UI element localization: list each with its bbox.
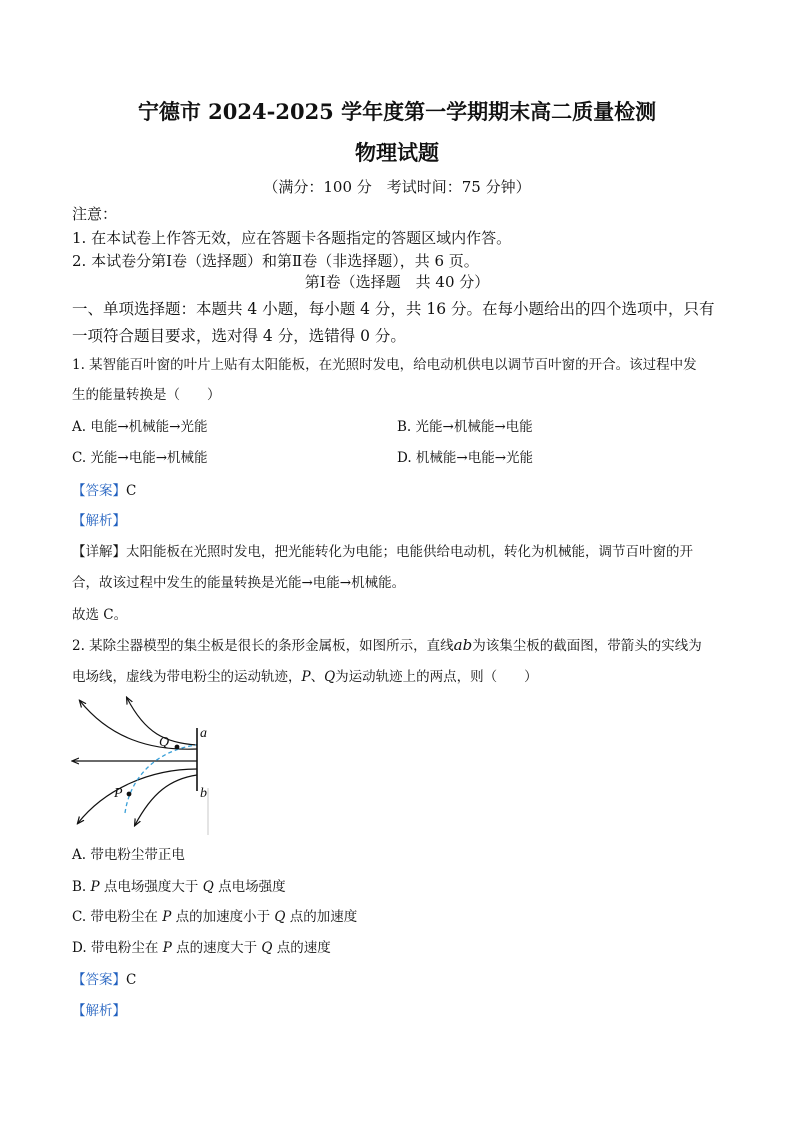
dust-trajectory [125, 745, 196, 813]
field-line-diagram [70, 693, 212, 835]
notes-label: 注意： [72, 205, 118, 223]
q1-conclusion: 故选 C。 [72, 607, 128, 623]
q2-answer-tag: 【答案】 [72, 972, 126, 988]
label-a: a [200, 726, 207, 741]
q1-detail-line1 [72, 540, 693, 560]
q2-option-c [72, 905, 357, 925]
q2-stem-sep: 、 [310, 669, 325, 685]
q2-stem-p: P [301, 669, 311, 685]
q2-option-c-pre: C. 带电粉尘在 [72, 909, 163, 925]
q2-option-b [72, 875, 286, 895]
section-heading: 第Ⅰ卷（选择题 共 40 分） [304, 273, 490, 291]
q2-option-b-p: P [90, 879, 100, 895]
q2-stem-text-a: 2. 某除尘器模型的集尘板是很长的条形金属板，如图所示，直线 [72, 638, 454, 654]
q1-option-c: C. 光能→电能→机械能 [72, 450, 208, 466]
q1-answer-tag: 【答案】 [72, 483, 126, 499]
label-p: P [114, 786, 123, 801]
q1-answer [72, 479, 136, 499]
q2-stem-line2 [72, 665, 538, 685]
q2-stem-line1 [72, 634, 702, 654]
section-instruction-line2: 一项符合题目要求，选对得 4 分，选错得 0 分。 [72, 327, 406, 345]
field-line-2 [80, 701, 197, 749]
point-q-dot [175, 745, 180, 750]
q2-stem-text-b: 为该集尘板的截面图，带箭头的实线为 [472, 638, 702, 654]
q2-option-d-post: 点的速度 [272, 940, 331, 956]
label-b: b [200, 786, 207, 801]
q2-answer [72, 968, 136, 988]
q2-option-b-post: 点电场强度 [213, 879, 286, 895]
q2-option-d-q: Q [261, 940, 273, 956]
note-item-1: 1. 在本试卷上作答无效，应在答题卡各题指定的答题区域内作答。 [72, 229, 512, 247]
q1-answer-value: C [126, 483, 137, 499]
q1-option-a: A. 电能→机械能→光能 [72, 419, 208, 435]
q2-option-d [72, 936, 331, 956]
q2-option-c-q: Q [274, 909, 286, 925]
q2-option-c-p: P [162, 909, 172, 925]
q1-option-d: D. 机械能→电能→光能 [397, 450, 534, 466]
q2-analysis-tag: 【解析】 [72, 1003, 126, 1019]
q2-stem-ab: ab [453, 636, 473, 654]
q1-stem-line2: 生的能量转换是（ ） [72, 387, 221, 403]
point-p-dot [127, 792, 132, 797]
q1-option-b: B. 光能→机械能→电能 [397, 419, 533, 435]
q1-detail-tag: 【详解】 [72, 544, 126, 560]
page-title: 宁德市 2024-2025 学年度第一学期期末高二质量检测 [137, 99, 657, 124]
q2-option-d-mid: 点的速度大于 [171, 940, 262, 956]
field-line-4 [78, 769, 197, 823]
note-item-2: 2. 本试卷分第Ⅰ卷（选择题）和第Ⅱ卷（非选择题），共 6 页。 [72, 252, 479, 270]
section-instruction-line1: 一、单项选择题：本题共 4 小题，每小题 4 分，共 16 分。在每小题给出的四个选项中，只有 [72, 300, 715, 318]
q1-detail-text1: 太阳能板在光照时发电，把光能转化为电能；电能供给电动机，转化为机械能，调节百叶窗的开 [126, 544, 693, 560]
label-q: Q [159, 735, 170, 750]
q2-option-c-post: 点的加速度 [285, 909, 358, 925]
q2-answer-value: C [126, 972, 137, 988]
page-subtitle: 物理试题 [355, 140, 439, 165]
q2-option-d-pre: D. 带电粉尘在 [72, 940, 163, 956]
q1-analysis-tag: 【解析】 [72, 513, 126, 529]
q2-option-b-pre: B. [72, 879, 91, 895]
q2-option-a: A. 带电粉尘带正电 [72, 847, 185, 863]
field-line-5 [135, 775, 197, 825]
q2-option-c-mid: 点的加速度小于 [171, 909, 275, 925]
q2-option-d-p: P [162, 940, 172, 956]
q1-detail-line2: 合，故该过程中发生的能量转换是光能→电能→机械能。 [72, 575, 406, 591]
exam-info: （满分：100 分 考试时间：75 分钟） [263, 178, 531, 196]
q2-stem-text-d: 为运动轨迹上的两点，则（ ） [335, 669, 538, 685]
q2-stem-text-c: 电场线，虚线为带电粉尘的运动轨迹， [72, 669, 302, 685]
q2-option-b-mid: 点电场强度大于 [99, 879, 203, 895]
q2-stem-q: Q [324, 669, 336, 685]
q2-option-b-q: Q [202, 879, 214, 895]
q1-stem-line1: 1. 某智能百叶窗的叶片上贴有太阳能板，在光照时发电，给电动机供电以调节百叶窗的开合。该过程中发 [72, 357, 697, 373]
